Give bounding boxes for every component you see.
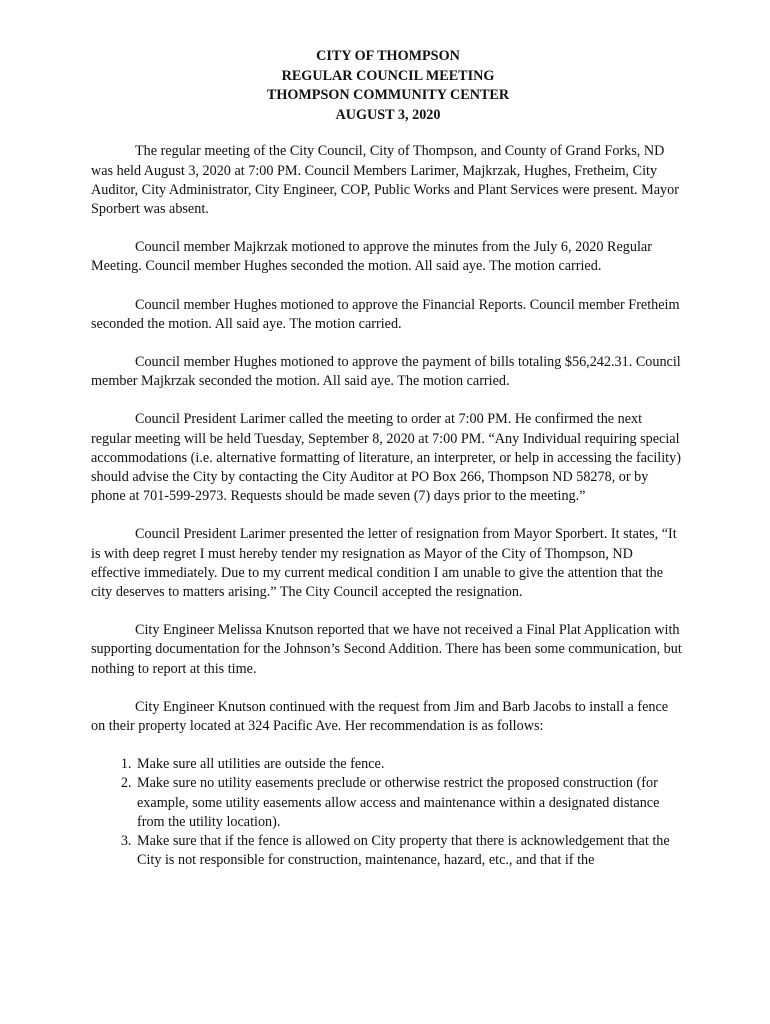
recommendation-list (91, 755, 685, 870)
paragraph-final-plat: City Engineer Melissa Knutson reported that we have not received a Final Plat Application with supporting documentation for the Johnson’s Second Addition. There has been some communication, but nothing to report at this time. (91, 622, 682, 677)
paragraph-fence-request: City Engineer Knutson continued with the request from Jim and Barb Jacobs to install a fence on their property located at 324 Pacific Ave. Her recommendation is as follows: (91, 698, 669, 735)
header-date: AUGUST 3, 2020 (335, 106, 441, 123)
document-header (91, 47, 685, 125)
header-city: CITY OF THOMPSON (316, 48, 460, 64)
header-meeting-type: REGULAR COUNCIL MEETING (281, 67, 495, 84)
paragraph-financial-reports: Council member Hughes motioned to approve the Financial Reports. Council member Fretheim seconded the motion. All said aye. The motion carried. (91, 296, 680, 332)
list-item: 3. Make sure that if the fence is allowed on City property that there is acknowledgement that the City is not responsible for construction, maintenance, hazard, etc., and that if the (135, 832, 685, 870)
paragraph-minutes-approval: Council member Majkrzak motioned to approve the minutes from the July 6, 2020 Regular Meeting. Council member Hughes seconded the motion. All said aye. The motion carried. (91, 239, 652, 275)
paragraph-mayor-resignation: Council President Larimer presented the letter of resignation from Mayor Sporbert. It states, “It is with deep regret I must hereby tender my resignation as Mayor of the City of Thompson, ND effective immediately. Due to my current medical condition I am unable to give the attention that the city deserves to matters arising.” The City Council accepted the resignation. (91, 526, 677, 601)
header-location: THOMPSON COMMUNITY CENTER (266, 87, 510, 104)
list-item: 2. Make sure no utility easements preclude or otherwise restrict the proposed construction (for example, some utility easements allow access and maintenance within a designated distance from the utility location). (135, 774, 685, 832)
paragraph-bills-payment: Council member Hughes motioned to approve the payment of bills totaling $56,242.31. Council member Majkrzak seconded the motion. All said aye. The motion carried. (91, 354, 681, 390)
paragraph-call-to-order: Council President Larimer called the meeting to order at 7:00 PM. He confirmed the next regular meeting will be held Tuesday, September 8, 2020 at 7:00 PM. “Any Individual requiring special accommodations (i.e. alternative formatting of literature, an interpreter, or help in accessing the facility) should advise the City by contacting the City Auditor at PO Box 266, Thompson ND 58278, or by phone at 701-599-2973. Requests should be made seven (7) days prior to the meeting.” (91, 411, 681, 505)
list-item: 1. Make sure all utilities are outside the fence. (135, 755, 685, 774)
paragraph-attendance: The regular meeting of the City Council, City of Thompson, and County of Grand Forks, ND was held August 3, 2020 at 7:00 PM. Council Members Larimer, Majkrzak, Hughes, Fretheim, City Auditor, City Administrator, City Engineer, COP, Public Works and Plant Services were present. Mayor Sporbert was absent. (91, 143, 679, 217)
document-page (91, 47, 685, 870)
